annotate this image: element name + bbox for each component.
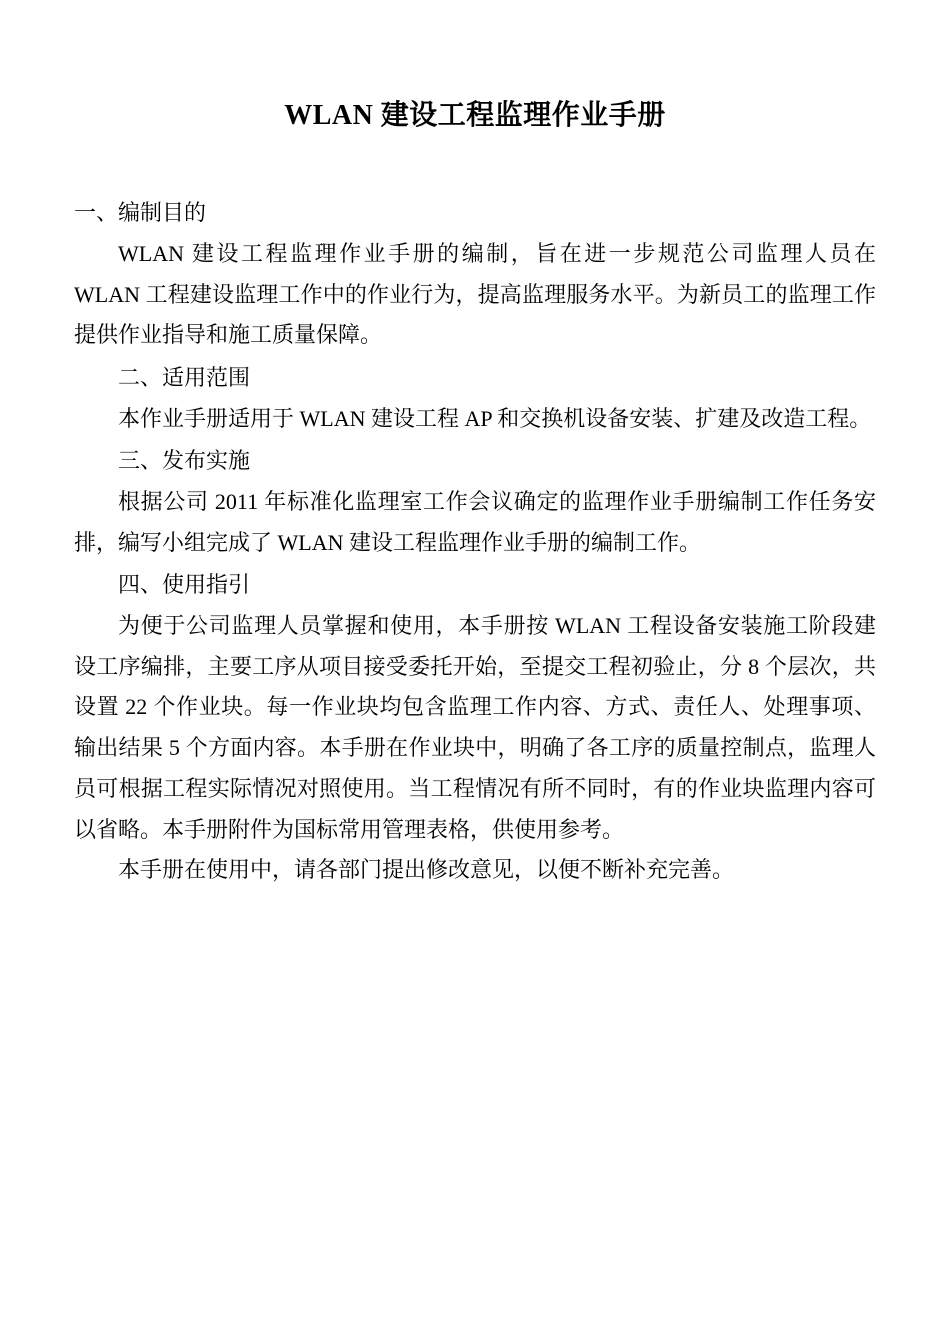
section-editing-purpose bbox=[74, 193, 876, 356]
section-paragraph: 本作业手册适用于 WLAN 建设工程 AP 和交换机设备安装、扩建及改造工程。 bbox=[118, 405, 872, 431]
section-paragraph: 根据公司 2011 年标准化监理室工作会议确定的监理作业手册编制工作任务安排，编写小组完成了 WLAN 建设工程监理作业手册的编制工作。 bbox=[74, 489, 876, 555]
page-title: WLAN 建设工程监理作业手册 bbox=[284, 100, 666, 131]
section-paragraph: 本手册在使用中，请各部门提出修改意见，以便不断补充完善。 bbox=[118, 857, 735, 883]
section-heading: 三、发布实施 bbox=[118, 448, 251, 474]
section-heading: 二、适用范围 bbox=[118, 364, 251, 390]
section-paragraph: WLAN 建设工程监理作业手册的编制，旨在进一步规范公司监理人员在 WLAN 工程建设监理工作中的作业行为，提高监理服务水平。为新员工的监理工作提供作业指导和施工质量保障。 bbox=[74, 240, 876, 348]
section-paragraph: 为便于公司监理人员掌握和使用，本手册按 WLAN 工程设备安装施工阶段建设工序编排，主要工序从项目接受委托开始，至提交工程初验止，分 8 个层次，共设置 22 个作业块。每一作业块均包含监理工作内容、方式、责任人、处理事项、输出结果 5 个方面内容。本手册在作业块中，明确了各工序的质量控制点，监理人员可根据工程实际情况对照使用。当工程情况有所不同时，有的作业块监理内容可以省略。本手册附件为国标常用管理表格，供使用参考。 bbox=[74, 613, 876, 842]
section-release bbox=[74, 441, 876, 563]
section-usage-guide bbox=[74, 565, 876, 891]
section-scope bbox=[74, 358, 876, 439]
section-heading: 四、使用指引 bbox=[118, 572, 251, 598]
section-heading: 一、编制目的 bbox=[74, 200, 207, 226]
